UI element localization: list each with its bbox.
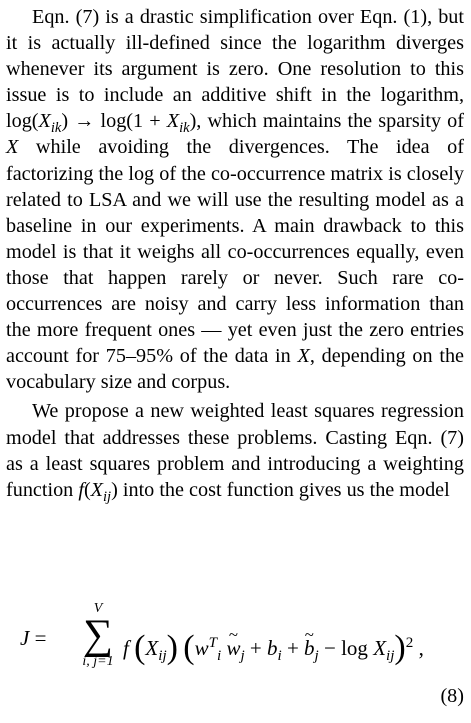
- paragraph-2: We propose a new weighted least squares regression model that addresses these problems. Casting Eqn. (7) as a least squares problem and introducing a weighting function $f(X_{ij})$ into the cost function gives us the model: [6, 400, 464, 505]
- equation-8: [6, 582, 464, 712]
- paragraph-1-text-3: ), which maintains the sparsity of: [189, 110, 464, 133]
- paragraph-1-text-2: ) → log(1 +: [61, 110, 167, 133]
- math-x-1: X: [6, 136, 19, 159]
- paragraph-1-text-5: , depending on the vocabulary size and corpus.: [6, 345, 464, 394]
- paragraph-1: [6, 4, 464, 395]
- paragraph-1-text-1: Eqn. (7) is a drastic simplification over Eqn. (1), but it is actually ill-defined since the logarithm diverges whenever its argument is zero. One resolution to this issue is to include an additive shift in the logarithm, log(: [6, 6, 464, 133]
- summation-symbol: ∑: [83, 612, 113, 658]
- paragraph-2-text-1: We propose a new weighted least squares regression model that addresses these problems. Casting Eqn. (7) as a least squares problem and introducing a weighting function: [6, 400, 464, 501]
- paragraph-1-text-4: while avoiding the divergences. The idea of factorizing the log of the co-occurrence matrix is closely related to LSA and we will use the resulting model as a baseline in our experiments. A main drawback to this model is that it weighs all co-occurrences equally, even those that happen rarely or never. Such rare cooccurrences are noisy and carry less information than the more frequent ones — yet even just the zero entries account for 75–95% of the data in: [6, 136, 464, 368]
- equation-rhs: f $(X_{ij})$ ($w^T_i$ ~ $w_j + b_i$ + ~ $b_j - \log X_{ij})^2$ ,: [123, 626, 424, 664]
- math-x-2: X: [297, 345, 310, 368]
- summation: [78, 602, 118, 690]
- equation-number: (8): [440, 685, 464, 707]
- math-x-ij: $X_{ij}$: [90, 478, 112, 505]
- paragraph-2-text-2: into the cost function gives us the model: [117, 478, 450, 501]
- math-x-ik-2: $X_{ik}$: [166, 110, 190, 137]
- summation-upper-limit: V: [93, 601, 103, 616]
- equation-lhs: J =: [20, 626, 47, 650]
- paper-page: [6, 4, 464, 707]
- math-x-ik-1: $X_{ik}$: [38, 110, 62, 137]
- summation-lower-limit: i, j=1: [82, 654, 114, 669]
- math-f: f: [78, 478, 84, 501]
